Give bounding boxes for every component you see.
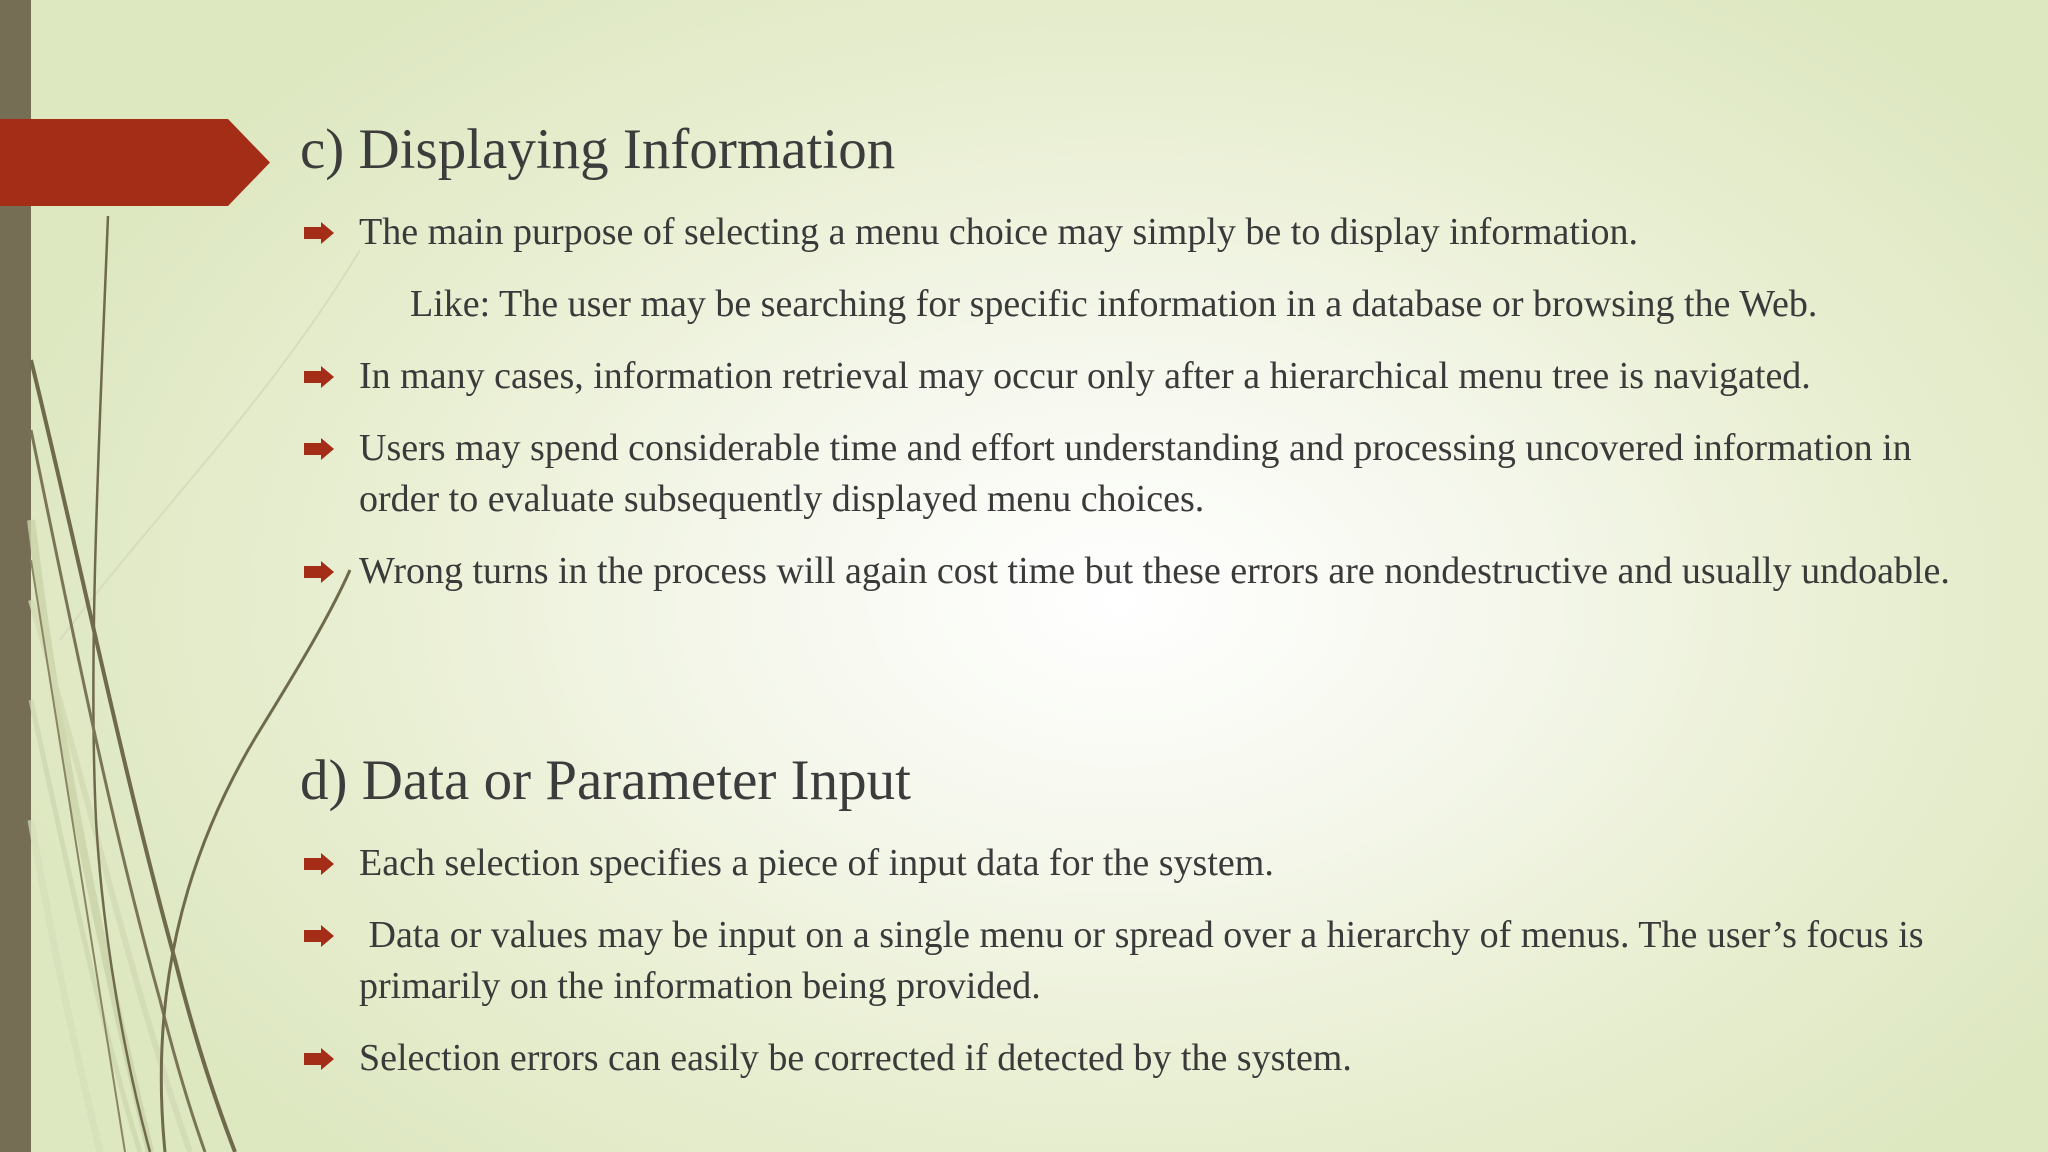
bullet-item <box>300 910 2000 1012</box>
bullet-item <box>300 838 2000 889</box>
arrow-right-icon <box>304 561 334 583</box>
bullet-item <box>300 351 2000 402</box>
arrow-right-icon <box>304 222 334 244</box>
bullet-item <box>300 423 2000 525</box>
bullet-text: Each selection specifies a piece of input data for the system. <box>359 842 1274 884</box>
bullet-text: Data or values may be input on a single menu or spread over a hierarchy of menus. The user’s focus is primarily on the information being provided. <box>359 914 1934 1007</box>
bullet-list-data-or-parameter-input <box>300 838 2000 1105</box>
bullet-text: In many cases, information retrieval may occur only after a hierarchical menu tree is navigated. <box>359 355 1811 397</box>
bullet-text: Users may spend considerable time and effort understanding and processing uncovered information in order to evaluate subsequently displayed menu choices. <box>359 427 1912 520</box>
bullet-text: Like: The user may be searching for specific information in a database or browsing the Web. <box>410 283 1818 325</box>
arrow-right-icon <box>304 925 334 947</box>
arrow-right-icon <box>304 366 334 388</box>
arrow-right-icon <box>304 1048 334 1070</box>
heading-displaying-information: c) Displaying Information <box>300 118 896 181</box>
bullet-subitem <box>300 279 2000 330</box>
arrow-right-icon <box>304 438 334 460</box>
arrow-right-icon <box>304 853 334 875</box>
bullet-text: Wrong turns in the process will again cost time but these errors are nondestructive and usually undoable. <box>359 550 1950 592</box>
title-arrow-tab <box>0 119 270 206</box>
bullet-text: Selection errors can easily be corrected if detected by the system. <box>359 1037 1352 1079</box>
bullet-text: The main purpose of selecting a menu choice may simply be to display information. <box>359 211 1639 253</box>
bullet-item <box>300 207 2000 258</box>
bullet-item <box>300 546 2000 597</box>
bullet-item <box>300 1033 2000 1084</box>
bullet-list-displaying-information <box>300 207 2000 618</box>
heading-data-or-parameter-input: d) Data or Parameter Input <box>300 749 911 812</box>
